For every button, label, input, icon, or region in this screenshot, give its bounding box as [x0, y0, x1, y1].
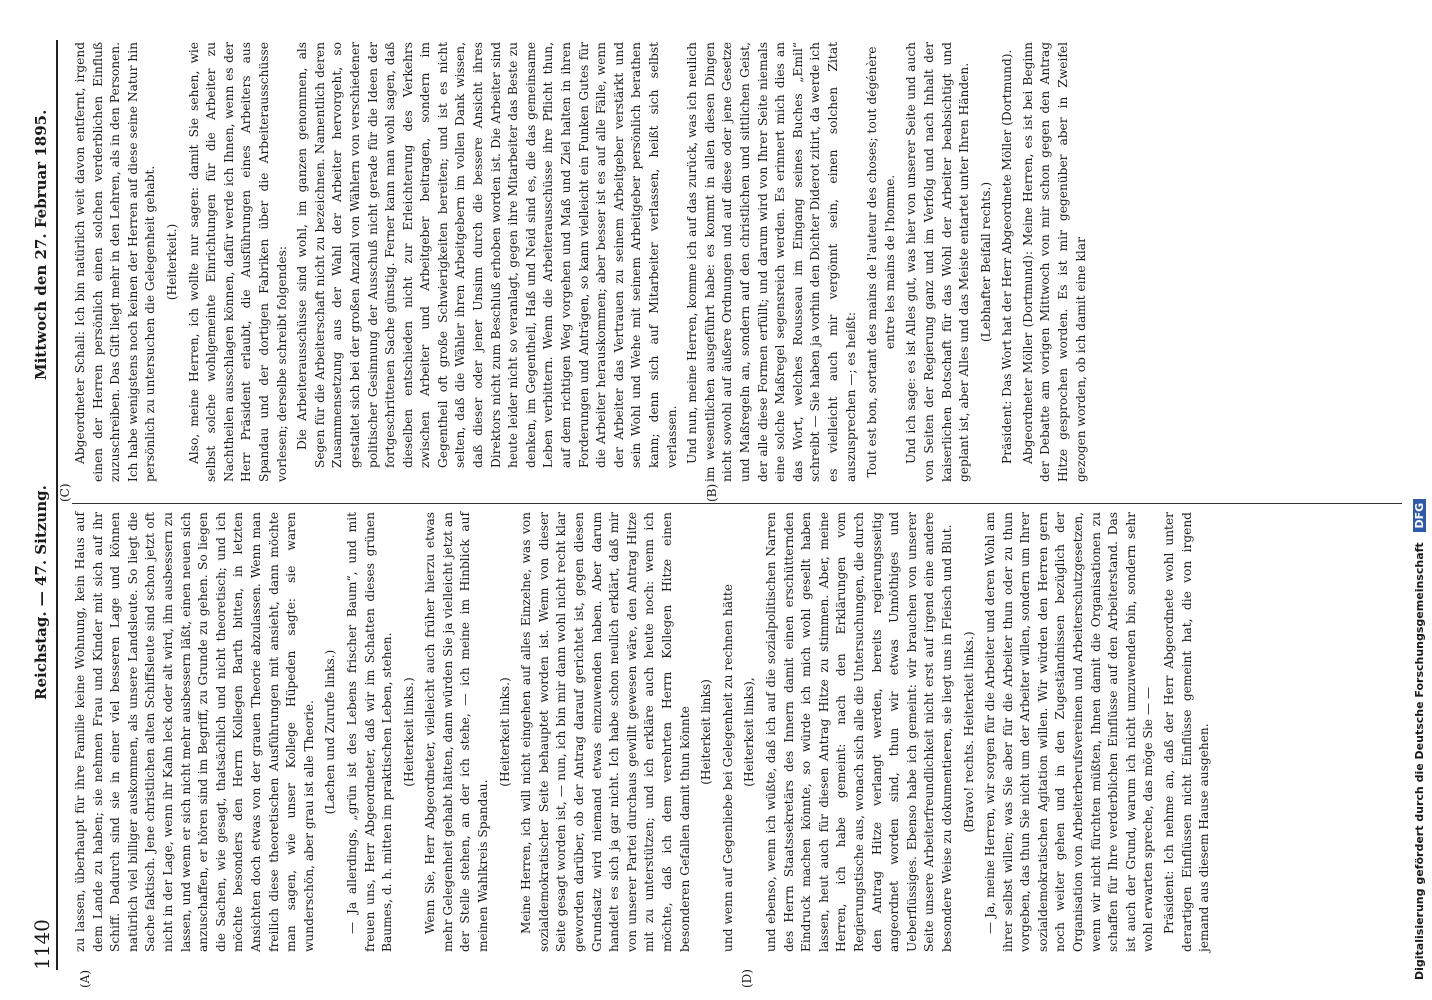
president-statement: Präsident: Das Wort hat der Herr Abgeordnete Möller (Dortmund).	[1000, 49, 1015, 464]
column-divider	[72, 503, 1402, 504]
margin-mark-b: (D)	[740, 969, 754, 988]
speaker-statement: Abgeordneter Möller (Dortmund): Meine Herren, es ist bei Beginn der Debatte am vorigen Mittwoch von mir schon gegen den Antrag Hitze gesprochen worden. Es ist mir gegenüber aber in Zweifel gezogen worden, ob ich damit eine klar	[1020, 42, 1088, 482]
paragraph: Wenn Sie, Herr Abgeordneter, vielleicht auch früher hierzu etwas mehr Gelegenheit gehabt hätten, dann würden Sie ja vielleicht jetzt an der Stelle stehen, an der ich stehe, — ich meine im Hinblick auf meinen Wahlkreis Spandau.	[423, 512, 491, 952]
interjection: (Heiterkeit links.)	[497, 677, 512, 787]
dfg-logo: DFG	[1413, 499, 1426, 533]
interjection: (Heiterkeit links)	[699, 679, 714, 785]
paragraph: zu lassen, überhaupt für ihre Familie keine Wohnung, kein Haus auf dem Lande zu haben; sie nehmen Frau und Kinder mit sich auf ihr Schiff. Dadurch sind sie in einer viel besseren Lage und können natürlich viel billiger auskommen, als unsere Landsleute. So liegt die Sache faktisch. Jene christlichen alten Schiffsleute sind schon jetzt oft nicht in der Lage, wenn ihr Kahn leck oder alt wird, ihn ausbessern zu lassen, und wenn er sich nicht mehr ausbessern läßt, einen neuen sich anzuschaffen, er hören sind im Begriff, zu Grunde zu gehen. So liegen die Sachen, wie gesagt, thatsächlich und nicht theoretisch; und ich möchte besonders den Herrn Kollegen Barth bitten, in letzten Ansichten doch etwas von der grauen Theorie abzulassen. Wenn man freilich diese theoretischen Ausführungen mit ansieht, dann möchte man sagen, wie unser Kollege Hüpeden sagte: sie waren wunderschön, aber grau ist alle Theorie.	[73, 512, 316, 952]
left-column	[72, 512, 1217, 952]
paragraph: Also, meine Herren, ich wollte nur sagen: damit Sie sehen, wie selbst solche wohlgemeinte Einrichtungen für die Arbeiter zu Nachtheilen ausschlagen können, dafür werde ich Ihnen, wenn es der Herr Präsident erlaubt, die Ausführungen eines Arbeiters aus Spandau und der dortigen Fabriken über die Arbeiterausschüsse vorlesen; derselbe schreibt folgendes:	[186, 42, 289, 482]
margin-mark-c: (C)	[58, 483, 72, 502]
speaker-statement: Abgeordneter Schall: Ich bin natürlich weit davon entfernt, irgend einen der Herren persönlich einen solchen verderblichen Einfluß zuzuschreiben. Das Gift liegt mehr in den Lehren, als in den Personen. Ich habe wenigstens noch keinen der Herren auf diese seine Natur hin persönlich zu untersuchen die Gelegenheit gehabt.	[73, 42, 158, 482]
paragraph: Und ich sage: es ist Alles gut, was hier von unserer Seite und auch von Seiten der Regierung ganz und im Verfolg und nach Inhalt der kaiserlichen Botschaft für das Wohl der Arbeiter beabsichtigt und geplant ist, aber Alles und das Meiste entartet unter Ihren Händen.	[904, 42, 972, 482]
interjection: (Heiterkeit links),	[742, 677, 757, 787]
margin-mark-d: (B)	[705, 483, 719, 502]
interjection: (Heiterkeit.)	[164, 223, 179, 301]
page-header	[28, 40, 58, 970]
margin-mark-a: (A)	[78, 969, 92, 988]
session-title: Reichstag. — 47. Sitzung.	[32, 485, 50, 700]
quoted-letter: Die Arbeiterausschüsse sind wohl, im ganzen genommen, als Segen für die Arbeiterschaft nicht zu bezeichnen. Namentlich deren Zusammensetzung aus der Wahl der Arbeiter hervorgeht, so gestaltet sich bei der großen Anzahl von Wählern von verschiedener politischer Gesinnung der Ausschuß nicht gerade für die Ideen der fortgeschrittenen Sache günstig. Ferner kann man wohl sagen, daß dieselben entschieden nicht zur Erleichterung des Verkehrs zwischen Arbeiter und Arbeitgeber beitragen, sondern im Gegentheil oft große Schwierigkeiten bereiten; und ist es nicht selten, daß die Wähler ihren Arbeitgebern im vollen Dank wissen, daß dieser oder jener Unsinn durch die bessere Ansicht ihres Direktors nicht zum Beschluß erhoben worden ist. Die Arbeiter sind heute leider nicht so veranlagt, gegen ihre Mitarbeiter das Beste zu denken, im Gegentheil, Haß und Neid sind es, die das gemeinsame Leben verbittern. Wenn die Arbeiterausschüsse ihre Pflicht thun, auf dem richtigen Weg vorgehen und Maß und Ziel halten in ihren Forderungen und Anträgen, so kann vielleicht ein Funken Gutes für die Arbeiter herauskommen; aber besser ist es auf alle Fälle, wenn der Arbeiter das Vertrauen zu seinem Arbeitgeber verstärkt und sein Wohl und Wehe mit seinem Arbeitgeber persönlich berathen kann; denn sich auf Mitarbeiter verlassen, heißt sich selbst verlassen.	[295, 42, 679, 468]
right-column	[72, 42, 1093, 482]
dfg-credit	[1413, 499, 1426, 980]
paragraph: und wenn auf Gegenliebe bei Gelegenheit zu rechnen hätte	[720, 583, 735, 952]
interjection: (Heiterkeit links.)	[401, 677, 416, 787]
interjection: (Bravo! rechts. Heiterkeit links.)	[961, 631, 976, 833]
president-statement: Präsident: Ich nehme an, daß der Herr Abgeordnete wohl unter derartigen Einflüssen nicht Einflüsse gemeint hat, die von irgend jemand aus diesem Hause ausgehen.	[1162, 512, 1212, 952]
paragraph: Und nun, meine Herren, komme ich auf das zurück, was ich neulich im wesentlichen ausgeführt habe: es kommt in allen diesen Dingen nicht sowohl auf äußere Ordnungen und auf diese oder jene Gesetze und Maßregeln an, sondern auf den christlichen und sittlichen Geist, der alle diese Formen erfüllt; und darum wird von Ihrer Seite niemals eine solche Maßregel segensreich werden. Es erinnert mich dies an das Wort, welches Rousseau im Eingang seines Buches „Emil“ schreibt — Sie haben ja vorhin den Dichter Diderot zitirt, da werde ich es vielleicht auch mir vergönnt sein, einen solchen Zitat auszusprechen —; es heißt:	[685, 42, 858, 482]
interjection: (Lebhafter Beifall rechts.)	[978, 181, 993, 343]
session-date: Mittwoch den 27. Februar 1895.	[32, 109, 50, 380]
page-number: 1140	[30, 919, 54, 970]
paragraph: Meine Herren, ich will nicht eingehen auf alles Einzelne, was von sozialdemokratischer Seite behauptet worden ist. Wenn von dieser Seite gesagt worden ist, — nun, ich bin mir dann wohl nicht recht klar geworden darüber, ob der Antrag darauf gerichtet ist, gegen diesen Grundsatz wird niemand etwas einzuwenden haben. Aber darum handelt es sich ja gar nicht. Ich habe schon neulich erklärt, daß mir von unserer Partei durchaus gewillt gewesen wäre, den Antrag Hitze mit zu unterstützen; und ich erkläre auch heute noch: wenn ich möchte, daß ich dem verehrten Herrn Kollegen Hitze einen besonderen Gefallen damit thun könnte	[519, 512, 692, 952]
french-quote: Tout est bon, sortant des mains de l'auteur des choses; tout dégénère entre les mains de l'homme.	[865, 46, 897, 478]
paragraph: — Ja, meine Herren, wir sorgen für die Arbeiter und deren Wohl am ihrer selbst willen; was Sie aber für die Arbeiter thun oder zu thun vorgeben, das thun Sie nicht um der Arbeiter willen, sondern um Ihrer sozialdemokratischen Agitation willen. Wir würden den Herren gern noch weiter gehen und in den Zugeständnissen bezüglich der Organisation von Arbeiterberufsvereinen und Arbeiterschutzgesetzen, wenn wir nicht fürchten müßten, Ihnen damit die Organisationen zu schaffen für Ihre verderblichen Einflüsse auf den Arbeiterstand. Das ist auch der Grund, warum ich nicht umzuwenden bin, sondern sehr wohl erwarten spreche, das möge Sie — —	[983, 512, 1156, 952]
interjection: (Lachen und Zurufe links.)	[323, 649, 338, 815]
paragraph: und ebenso, wenn ich wüßte, daß ich auf die sozialpolitischen Narren des Herrn Staatssekretärs des Innern damit einen erschütternden Eindruck machen könnte, so würde ich mich wohl gesellt haben lassen, heut auch für diesen Antrag Hitze zu stimmen. Aber, meine Herren, ich habe gemeint: nach den Erklärungen vom Regierungstische aus, wonach sich alle die Untersuchungen, die durch den Antrag Hitze verlangt werden, bereits regierungsseitig angeordnet worden sind, thun wir etwas Unnöthiges und Ueberflüssiges. Ebenso habe ich gemeint: wir brauchen von unserer Seite unsere Arbeiterfreundlichkeit nicht erst auf irgend eine andere besondere Weise zu dokumentieren, sie liegt uns in Fleisch und Blut.	[763, 512, 954, 952]
paragraph: — Ja allerdings, „grün ist des Lebens frischer Baum“, und mit freuen uns, Herr Abgeordneter, daß wir im Schatten dieses grünen Baumes, d. h. mitten im praktischen Leben, stehen.	[344, 512, 395, 952]
dfg-credit-text: Digitalisierung gefördert durch die Deutsche Forschungsgemeinschaft	[1413, 542, 1426, 980]
